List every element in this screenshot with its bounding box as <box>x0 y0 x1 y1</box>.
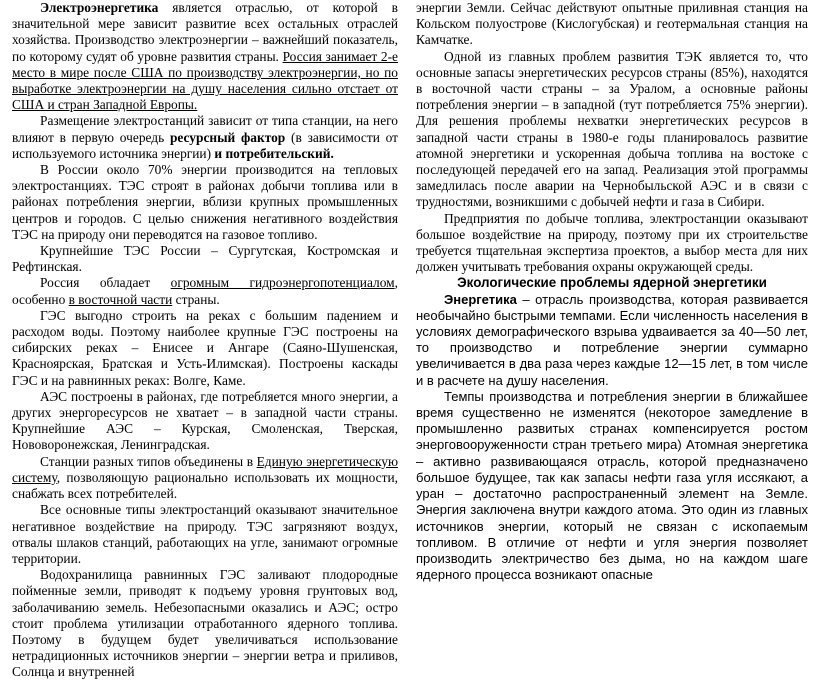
text: Россия обладает <box>40 275 171 291</box>
paragraph-ges: ГЭС выгодно строить на реках с большим падением и расходом воды. Поэтому наиболее крупные ГЭС построены на сибирских реках – Енисее и Ангаре (Саяно-Шушенская, Красноярская, Братская и Усть-Илимская). Построены каскады ГЭС и на равнинных реках: Волге, Каме. <box>12 307 398 388</box>
text: , особенно <box>12 275 398 307</box>
text: , позволяющую рационально использовать их мощности, снабжать всех потребителей. <box>12 469 398 502</box>
paragraph-reservoirs: Водохранилища равнинных ГЭС заливают плодородные пойменные земли, приводят к подъему уровня грунтовых вод, заболачиванию земель. Небезопасными оказались и АЭС; остро стоит проблема утилизации отработанного ядерного топлива. Поэтому в будущем будет увеличиваться использование нетрадиционных источников энергии – энергии ветра и приливов, Солнца и внутренней <box>12 567 398 680</box>
right-column <box>416 0 808 583</box>
underlined-text: Россия занимает 2-е место в мире после США по производству электроэнергии, но по выработке электроэнергии на душу населения сильно отстает от США и стран Западной Европы. <box>12 48 398 113</box>
bold-consumer-factor: и потребительский. <box>214 145 334 161</box>
paragraph-unified-system <box>12 454 398 503</box>
bold-resource-factor: ресурсный фактор <box>169 129 286 145</box>
text: страны. <box>172 291 220 307</box>
term-energetika: Энергетика <box>444 291 517 307</box>
text: является отраслью, от которой в значительной мере зависит развитие всех остальных отраслей хозяйства. Производство электроэнергии – важнейший показатель, по которому судят об уровне развития страны. <box>12 0 398 64</box>
paragraph-fuel-enterprises: Предприятия по добыче топлива, электростанции оказывают большое воздействие на природу, поэтому при их строительстве требуется тщательная экспертиза проектов, а выбор места для них должен учитывать требования охраны окружающей среды. <box>416 210 808 275</box>
paragraph-placement <box>12 113 398 162</box>
underlined-text: в восточной части <box>68 291 173 307</box>
left-column <box>12 0 398 681</box>
text: Размещение электростанций зависит от типа станции, на него влияют в первую очередь <box>12 113 398 145</box>
paragraph-largest-tes: Крупнейшие ТЭС России – Сургутская, Костромская и Рефтинская. <box>12 243 398 275</box>
text: (в зависимости от используемого источника энергии) <box>12 129 398 161</box>
paragraph-hydro-potential <box>12 275 398 307</box>
paragraph-aes: АЭС построены в районах, где потребляется много энергии, а других энергоресурсов не хватает – в западной части страны. Крупнейшие АЭС – Курская, Смоленская, Тверская, Нововоронежская, Ленинградская. <box>12 388 398 453</box>
paragraph-nuclear: Темпы производства и потребления энергии в ближайшее время существенно не изменятся (некоторое замедление в промышленно развитых странах компенсируется ростом энерговооруженности стран третьего мира) Атомная энергетика – активно развивающаяся отрасль, которой предназначено большое будущее, так как запасы нефти газа угля иссякают, а уран – достаточно распространенный элемент на Земле. Энергия заключена внутри каждого атома. Это один из главных источников энергии, который не связан с ископаемым топливом. В отличие от нефти и угля энергия позволяет производить электричество без дыма, но на каждом шаге ядерного процесса возникают опасные <box>416 388 808 583</box>
text: – отрасль производства, которая развивается необычайно быстрыми темпами. Если численность населения в условиях демографического взрыва удваивается за 40—50 лет, то производство и потребление энергии суммарно увеличивается в два раза через каждые 12—15 лет, в том числе и в расчете на душу населения. <box>416 291 808 388</box>
paragraph-electro <box>12 0 398 113</box>
section-heading: Экологические проблемы ядерной энергетики <box>457 275 767 291</box>
paragraph-tes: В России около 70% энергии производится на тепловых электростанциях. ТЭС строят в районах добычи топлива или в районах потребления энергии, вблизи крупных промышленных центров и городов. С целью снижения негативного воздействия ТЭС на природу они переводятся на газовое топливо. <box>12 162 398 242</box>
underlined-text: Единую энергетическую систему <box>12 453 399 485</box>
paragraph-energetika <box>416 292 808 389</box>
text: Станции разных типов объединены в <box>40 453 257 469</box>
term-electroenergetika: Электроэнергетика <box>40 0 159 15</box>
underlined-text: огромным гидроэнергопотенциалом <box>170 275 395 291</box>
paragraph-negative-impact: Все основные типы электростанций оказывают значительное негативное воздействие на природу. ТЭС загрязняют воздух, отвалы шлаков станций, работающих на угле, занимают огромные территории. <box>12 502 398 566</box>
paragraph-alt-energy: энергии Земли. Сейчас действуют опытные приливная станция на Кольском полуострове (Кислогубская) и геотермальная станция на Камчатке. <box>416 0 808 48</box>
paragraph-tek-problems: Одной из главных проблем развития ТЭК является то, что основные запасы энергетических ресурсов страны (85%), находятся в восточной части страны – за Уралом, а основные районы потребления энергии – в западной (тут потребляется 75% энергии). Для решения проблемы нехватки энергетических ресурсов в западной части страны в 1980-е годы планировалось развитие атомной энергетики и ускоренная добыча топлива на востоке с последующей передачей его на запад. Реализация этой программы замедлилась после аварии на Чернобыльской АЭС и в связи с трудностями, возникшими с добычей нефти и газа в Сибири. <box>416 48 808 210</box>
